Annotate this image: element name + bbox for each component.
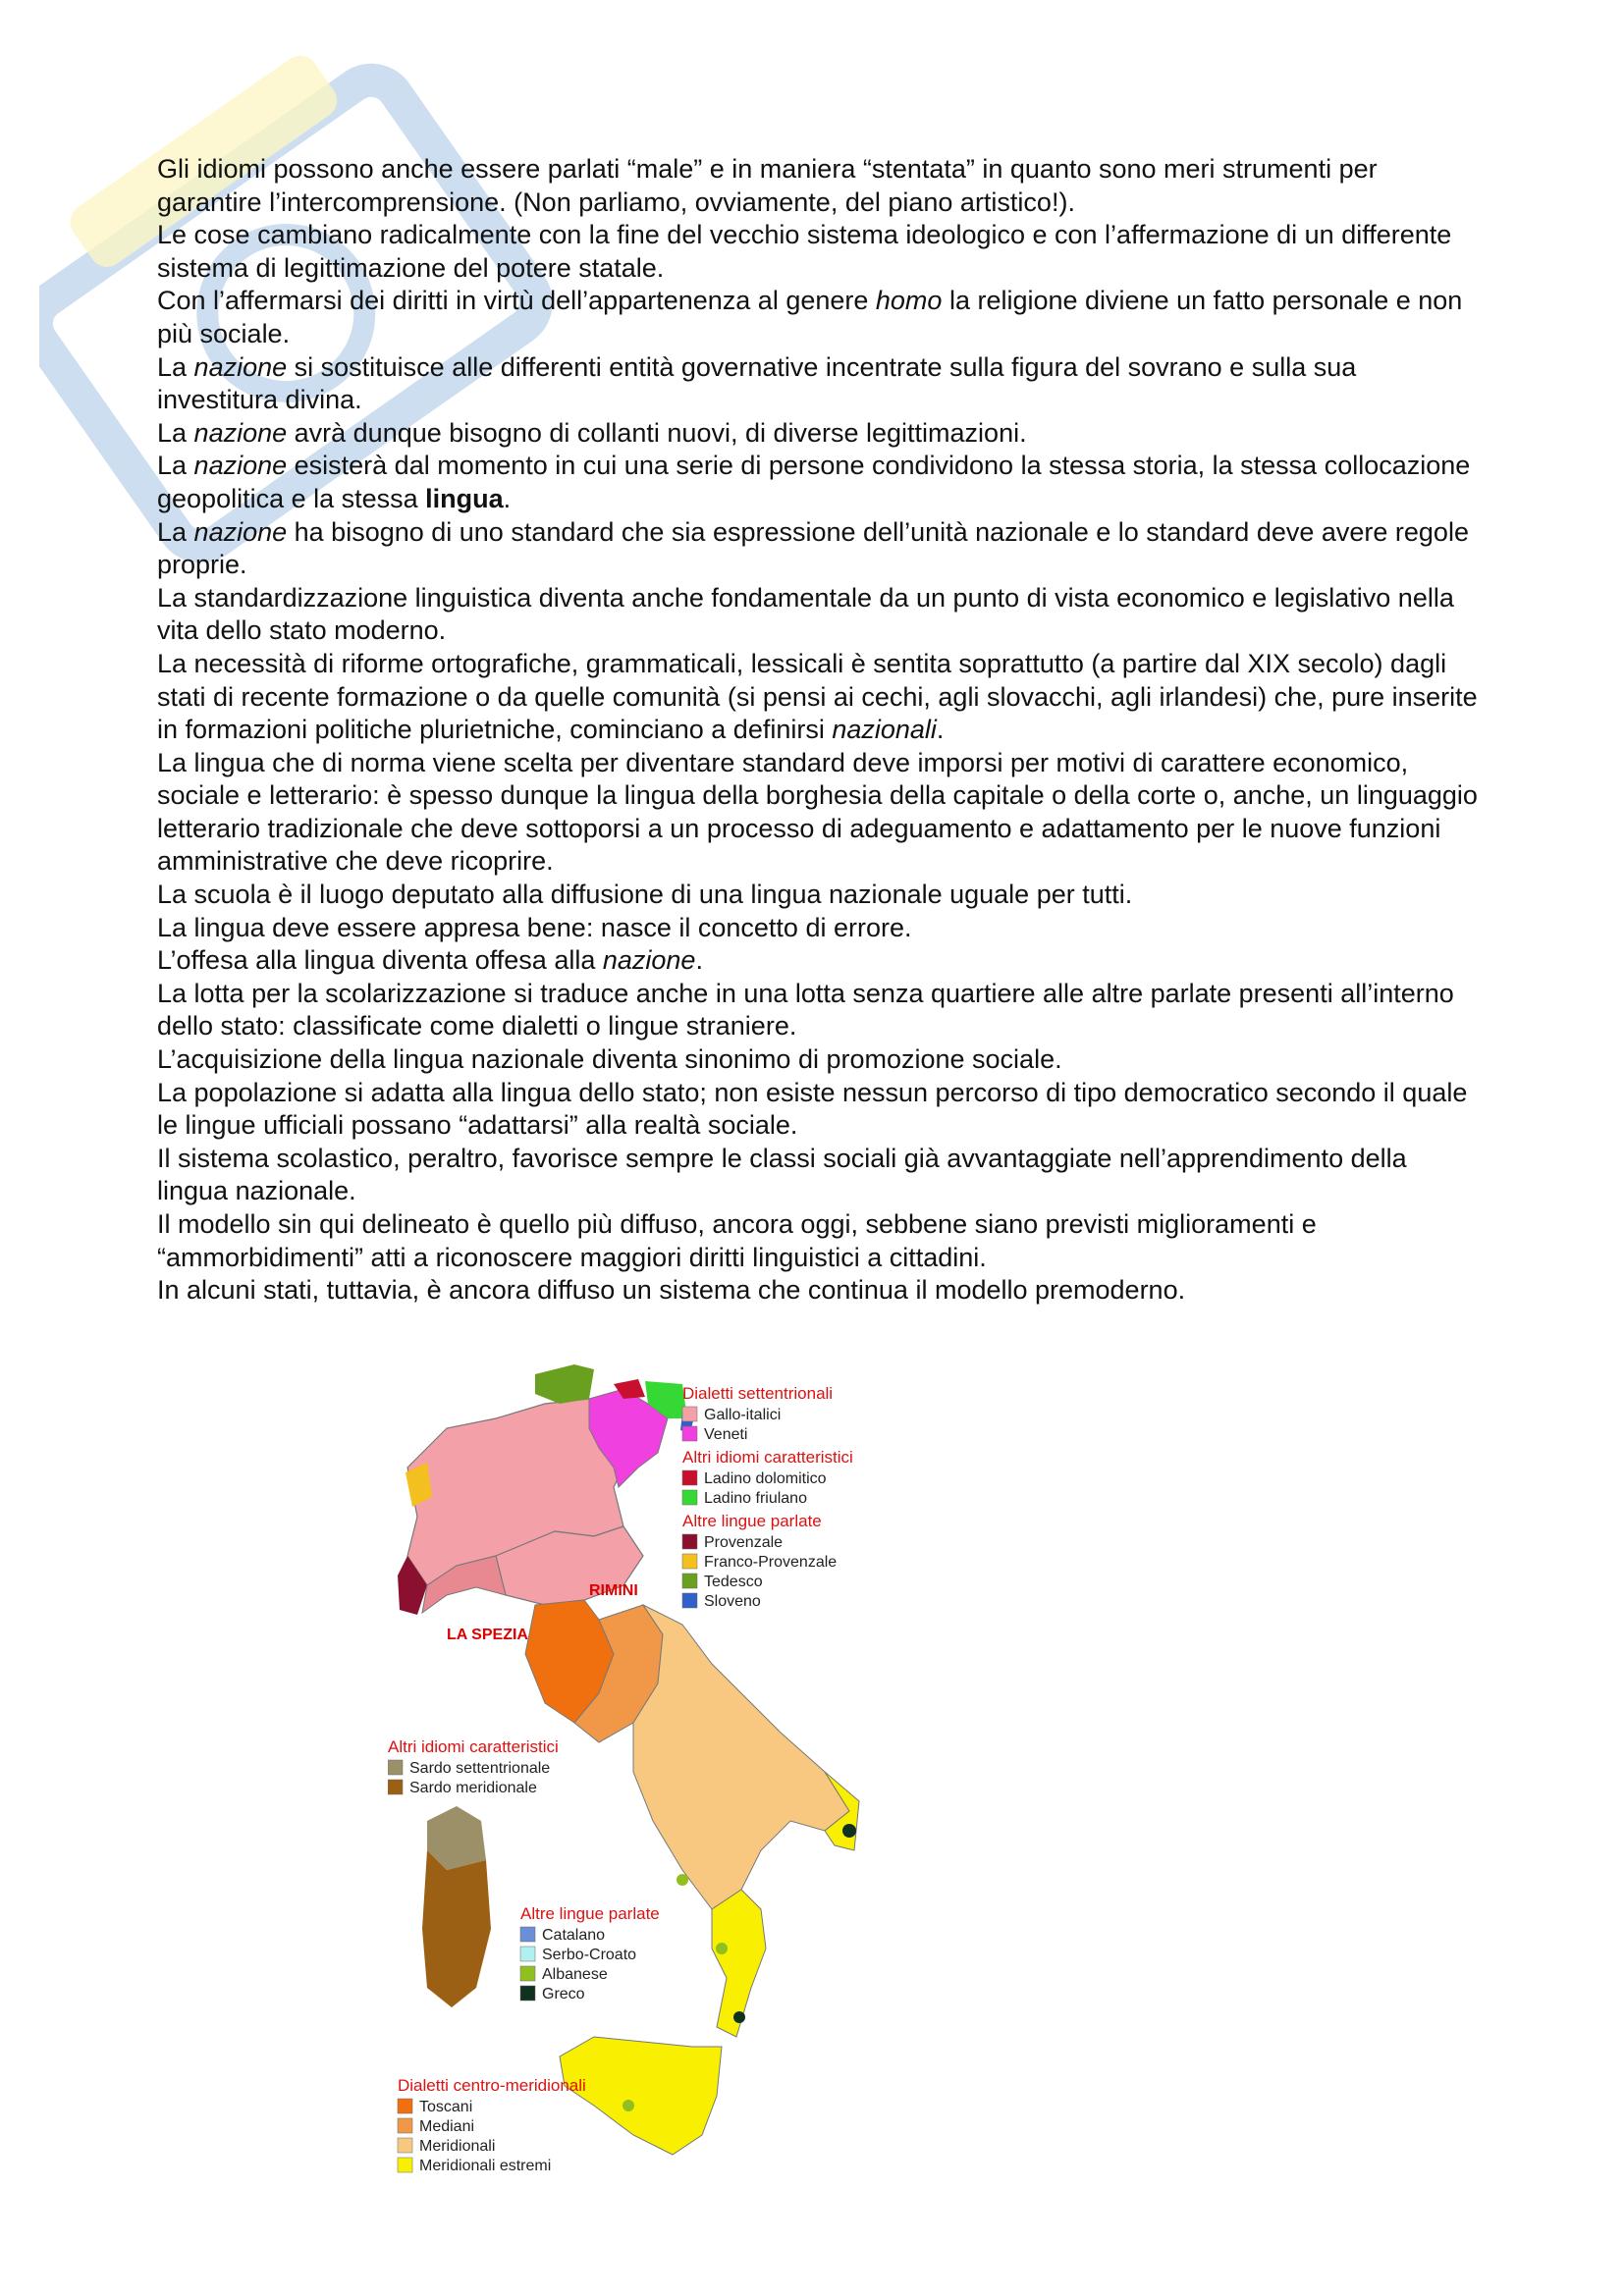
bold-term: lingua bbox=[425, 483, 504, 513]
legend-swatch bbox=[682, 1554, 697, 1569]
greco-area bbox=[842, 1824, 856, 1838]
text-run: La bbox=[157, 417, 194, 448]
albanese-area bbox=[716, 1943, 728, 1954]
legend-swatch bbox=[520, 1966, 535, 1981]
legend-label: Veneti bbox=[704, 1426, 748, 1443]
text-run: La necessità di riforme ortografiche, grammaticali, lessicali è sentita soprattutto (a partire dal XIX secolo) dagli stati di recente formazione o da quelle comunità (si pensi ai cechi, agli slovacchi, agli irlandesi) che, pure inserite in formazioni politiche plurietniche, cominciano a definirsi bbox=[157, 648, 1478, 745]
legend-label: Sardo settentrionale bbox=[409, 1760, 551, 1777]
paragraph bbox=[157, 912, 1483, 945]
paragraph bbox=[157, 879, 1483, 912]
paragraph bbox=[157, 944, 1483, 978]
region-meridionali bbox=[633, 1605, 849, 1909]
legend-swatch bbox=[520, 1947, 535, 1961]
legend-label: Provenzale bbox=[704, 1534, 784, 1551]
legend-lingue-north bbox=[682, 1512, 837, 1610]
paragraph bbox=[157, 1208, 1483, 1274]
legend-label: Toscani bbox=[419, 2099, 473, 2115]
legend-label: Mediani bbox=[419, 2118, 475, 2135]
albanese-area bbox=[677, 1874, 688, 1886]
text-run: avrà dunque bisogno di collanti nuovi, di diverse legittimazioni. bbox=[287, 417, 1027, 448]
legend-label: Catalano bbox=[542, 1927, 606, 1944]
legend-label: Meridionali estremi bbox=[419, 2158, 552, 2174]
italic-term: homo bbox=[875, 286, 943, 316]
paragraph bbox=[157, 516, 1483, 582]
text-run: . bbox=[936, 715, 945, 745]
legend-label: Sardo meridionale bbox=[409, 1780, 537, 1796]
legend-north bbox=[682, 1384, 833, 1443]
paragraph bbox=[157, 285, 1483, 350]
legend-label: Ladino friulano bbox=[704, 1490, 807, 1507]
legend-swatch bbox=[398, 2158, 412, 2172]
text-run: La lingua che di norma viene scelta per diventare standard deve imporsi per motivi di carattere economico, sociale e letterario: è spesso dunque la lingua della borghesia della capitale o della corte o, anche, un linguaggio letterario tradizionale che deve sottoporsi a un processo di adeguamento e adattamento per le nuove funzioni amministrative che deve ricoprire. bbox=[157, 747, 1478, 877]
legend-label: Meridionali bbox=[419, 2138, 496, 2155]
region-tedesco bbox=[535, 1364, 594, 1404]
italic-term: nazione bbox=[193, 351, 288, 382]
text-run: La bbox=[157, 351, 194, 382]
italic-term: nazione bbox=[193, 451, 288, 481]
legend-swatch bbox=[398, 2138, 412, 2153]
paragraph bbox=[157, 747, 1483, 879]
paragraph bbox=[157, 219, 1483, 285]
legend-title: Dialetti centro-meridionali bbox=[398, 2076, 586, 2095]
paragraph bbox=[157, 1274, 1483, 1308]
text-run: Le cose cambiano radicalmente con la fine del vecchio sistema ideologico e con l’affermazione di un differente sistema di legittimazione del potere statale. bbox=[157, 220, 1452, 283]
text-run: La lotta per la scolarizzazione si traduce anche in una lotta senza quartiere alle altre parlate presenti all’interno dello stato: classificate come dialetti o lingue straniere. bbox=[157, 978, 1454, 1041]
italic-term: nazione bbox=[193, 417, 288, 448]
paragraph bbox=[157, 582, 1483, 648]
paragraph bbox=[157, 978, 1483, 1043]
text-run: si sostituisce alle differenti entità governative incentrate sulla figura del sovrano e sulla sua investitura divina. bbox=[157, 351, 1357, 415]
paragraph bbox=[157, 1143, 1483, 1208]
legend-swatch bbox=[388, 1760, 403, 1775]
italy-dialect-map bbox=[388, 1360, 1095, 2233]
legend-title: Altri idiomi caratteristici bbox=[682, 1448, 853, 1467]
legend-swatch bbox=[520, 1986, 535, 2001]
legend-label: Sloveno bbox=[704, 1593, 761, 1610]
text-run: ha bisogno di uno standard che sia espressione dell’unità nazionale e lo standard deve avere regole proprie. bbox=[157, 516, 1469, 580]
legend-swatch bbox=[388, 1780, 403, 1794]
legend-swatch bbox=[682, 1407, 697, 1421]
text-run: L’offesa alla lingua diventa offesa alla bbox=[157, 945, 603, 976]
legend-swatch bbox=[398, 2099, 412, 2113]
legend-swatch bbox=[398, 2118, 412, 2133]
legend-label: Serbo-Croato bbox=[542, 1947, 637, 1963]
text-run: Il modello sin qui delineato è quello più diffuso, ancora oggi, sebbene siano previsti miglioramenti e “ammorbidimenti” atti a riconoscere maggiori diritti linguistici a cittadini. bbox=[157, 1209, 1317, 1272]
text-run: L’acquisizione della lingua nazionale diventa sinonimo di promozione sociale. bbox=[157, 1044, 1062, 1075]
paragraph bbox=[157, 450, 1483, 515]
text-run: La bbox=[157, 451, 194, 481]
region-sardo-meridionale bbox=[422, 1850, 491, 2007]
legend-idiomi bbox=[682, 1448, 853, 1507]
body-text bbox=[157, 153, 1483, 1308]
text-run: La scuola è il luogo deputato alla diffusione di una lingua nazionale uguale per tutti. bbox=[157, 880, 1133, 910]
legend-swatch bbox=[682, 1574, 697, 1588]
greco-area bbox=[733, 2011, 745, 2023]
italic-term: nazionali bbox=[832, 715, 937, 745]
text-run: . bbox=[503, 483, 512, 513]
text-run: esisterà dal momento in cui una serie di persone condividono la stessa storia, la stessa collocazione geopolitica e la stessa bbox=[157, 451, 1471, 513]
text-run: La standardizzazione linguistica diventa anche fondamentale da un punto di vista economico e legislativo nella vita dello stato moderno. bbox=[157, 582, 1454, 646]
legend-label: Tedesco bbox=[704, 1574, 763, 1590]
legend-swatch bbox=[682, 1534, 697, 1549]
legend-swatch bbox=[682, 1593, 697, 1608]
text-run: Con l’affermarsi dei diritti in virtù dell’appartenenza al genere bbox=[157, 286, 876, 316]
legend-centro bbox=[398, 2076, 586, 2174]
paragraph bbox=[157, 417, 1483, 451]
text-run: Gli idiomi possono anche essere parlati “male” e in maniera “stentata” in quanto sono meri strumenti per garantire l’intercomprensione. (Non parliamo, ovviamente, del piano artistico!). bbox=[157, 154, 1378, 217]
legend-title: Altre lingue parlate bbox=[520, 1904, 660, 1923]
italic-term: nazione bbox=[602, 945, 696, 976]
legend-label: Greco bbox=[542, 1986, 585, 2002]
dialect-map-figure bbox=[388, 1360, 1095, 2233]
legend-lingue-south bbox=[520, 1904, 660, 2002]
text-run: La bbox=[157, 516, 194, 547]
legend-label: Ladino dolomitico bbox=[704, 1470, 827, 1487]
legend-label: Franco-Provenzale bbox=[704, 1554, 838, 1571]
region-sicilia bbox=[560, 2037, 722, 2155]
paragraph bbox=[157, 648, 1483, 747]
text-run: La lingua deve essere appresa bene: nasce il concetto di errore. bbox=[157, 912, 912, 942]
paragraph bbox=[157, 351, 1483, 417]
text-run: In alcuni stati, tuttavia, è ancora diffuso un sistema che continua il modello premoderno. bbox=[157, 1275, 1186, 1306]
legend-title: Altre lingue parlate bbox=[682, 1512, 822, 1530]
legend-swatch bbox=[682, 1470, 697, 1485]
albanese-area bbox=[623, 2100, 634, 2111]
italic-term: nazione bbox=[193, 516, 288, 547]
legend-label: Gallo-italici bbox=[704, 1407, 782, 1423]
text-run: . bbox=[695, 945, 703, 976]
text-run: Il sistema scolastico, peraltro, favorisce sempre le classi sociali già avvantaggiate nell’apprendimento della lingua nazionale. bbox=[157, 1143, 1407, 1206]
legend-sardo bbox=[388, 1737, 559, 1796]
legend-title: Dialetti settentrionali bbox=[682, 1384, 834, 1403]
legend-title: Altri idiomi caratteristici bbox=[388, 1737, 559, 1756]
legend-swatch bbox=[682, 1490, 697, 1505]
legend-label: Albanese bbox=[542, 1966, 608, 1983]
city-label-la-spezia: LA SPEZIA bbox=[447, 1627, 528, 1643]
legend-swatch bbox=[520, 1927, 535, 1942]
city-label-rimini: RIMINI bbox=[589, 1582, 638, 1599]
paragraph bbox=[157, 153, 1483, 219]
text-run: La popolazione si adatta alla lingua dello stato; non esiste nessun percorso di tipo democratico secondo il quale le lingue ufficiali possano “adattarsi” alla realtà sociale. bbox=[157, 1077, 1468, 1141]
text-run: la religione diviene un fatto personale e non più sociale. bbox=[157, 286, 1463, 348]
paragraph bbox=[157, 1077, 1483, 1143]
paragraph bbox=[157, 1043, 1483, 1077]
legend-swatch bbox=[682, 1426, 697, 1441]
